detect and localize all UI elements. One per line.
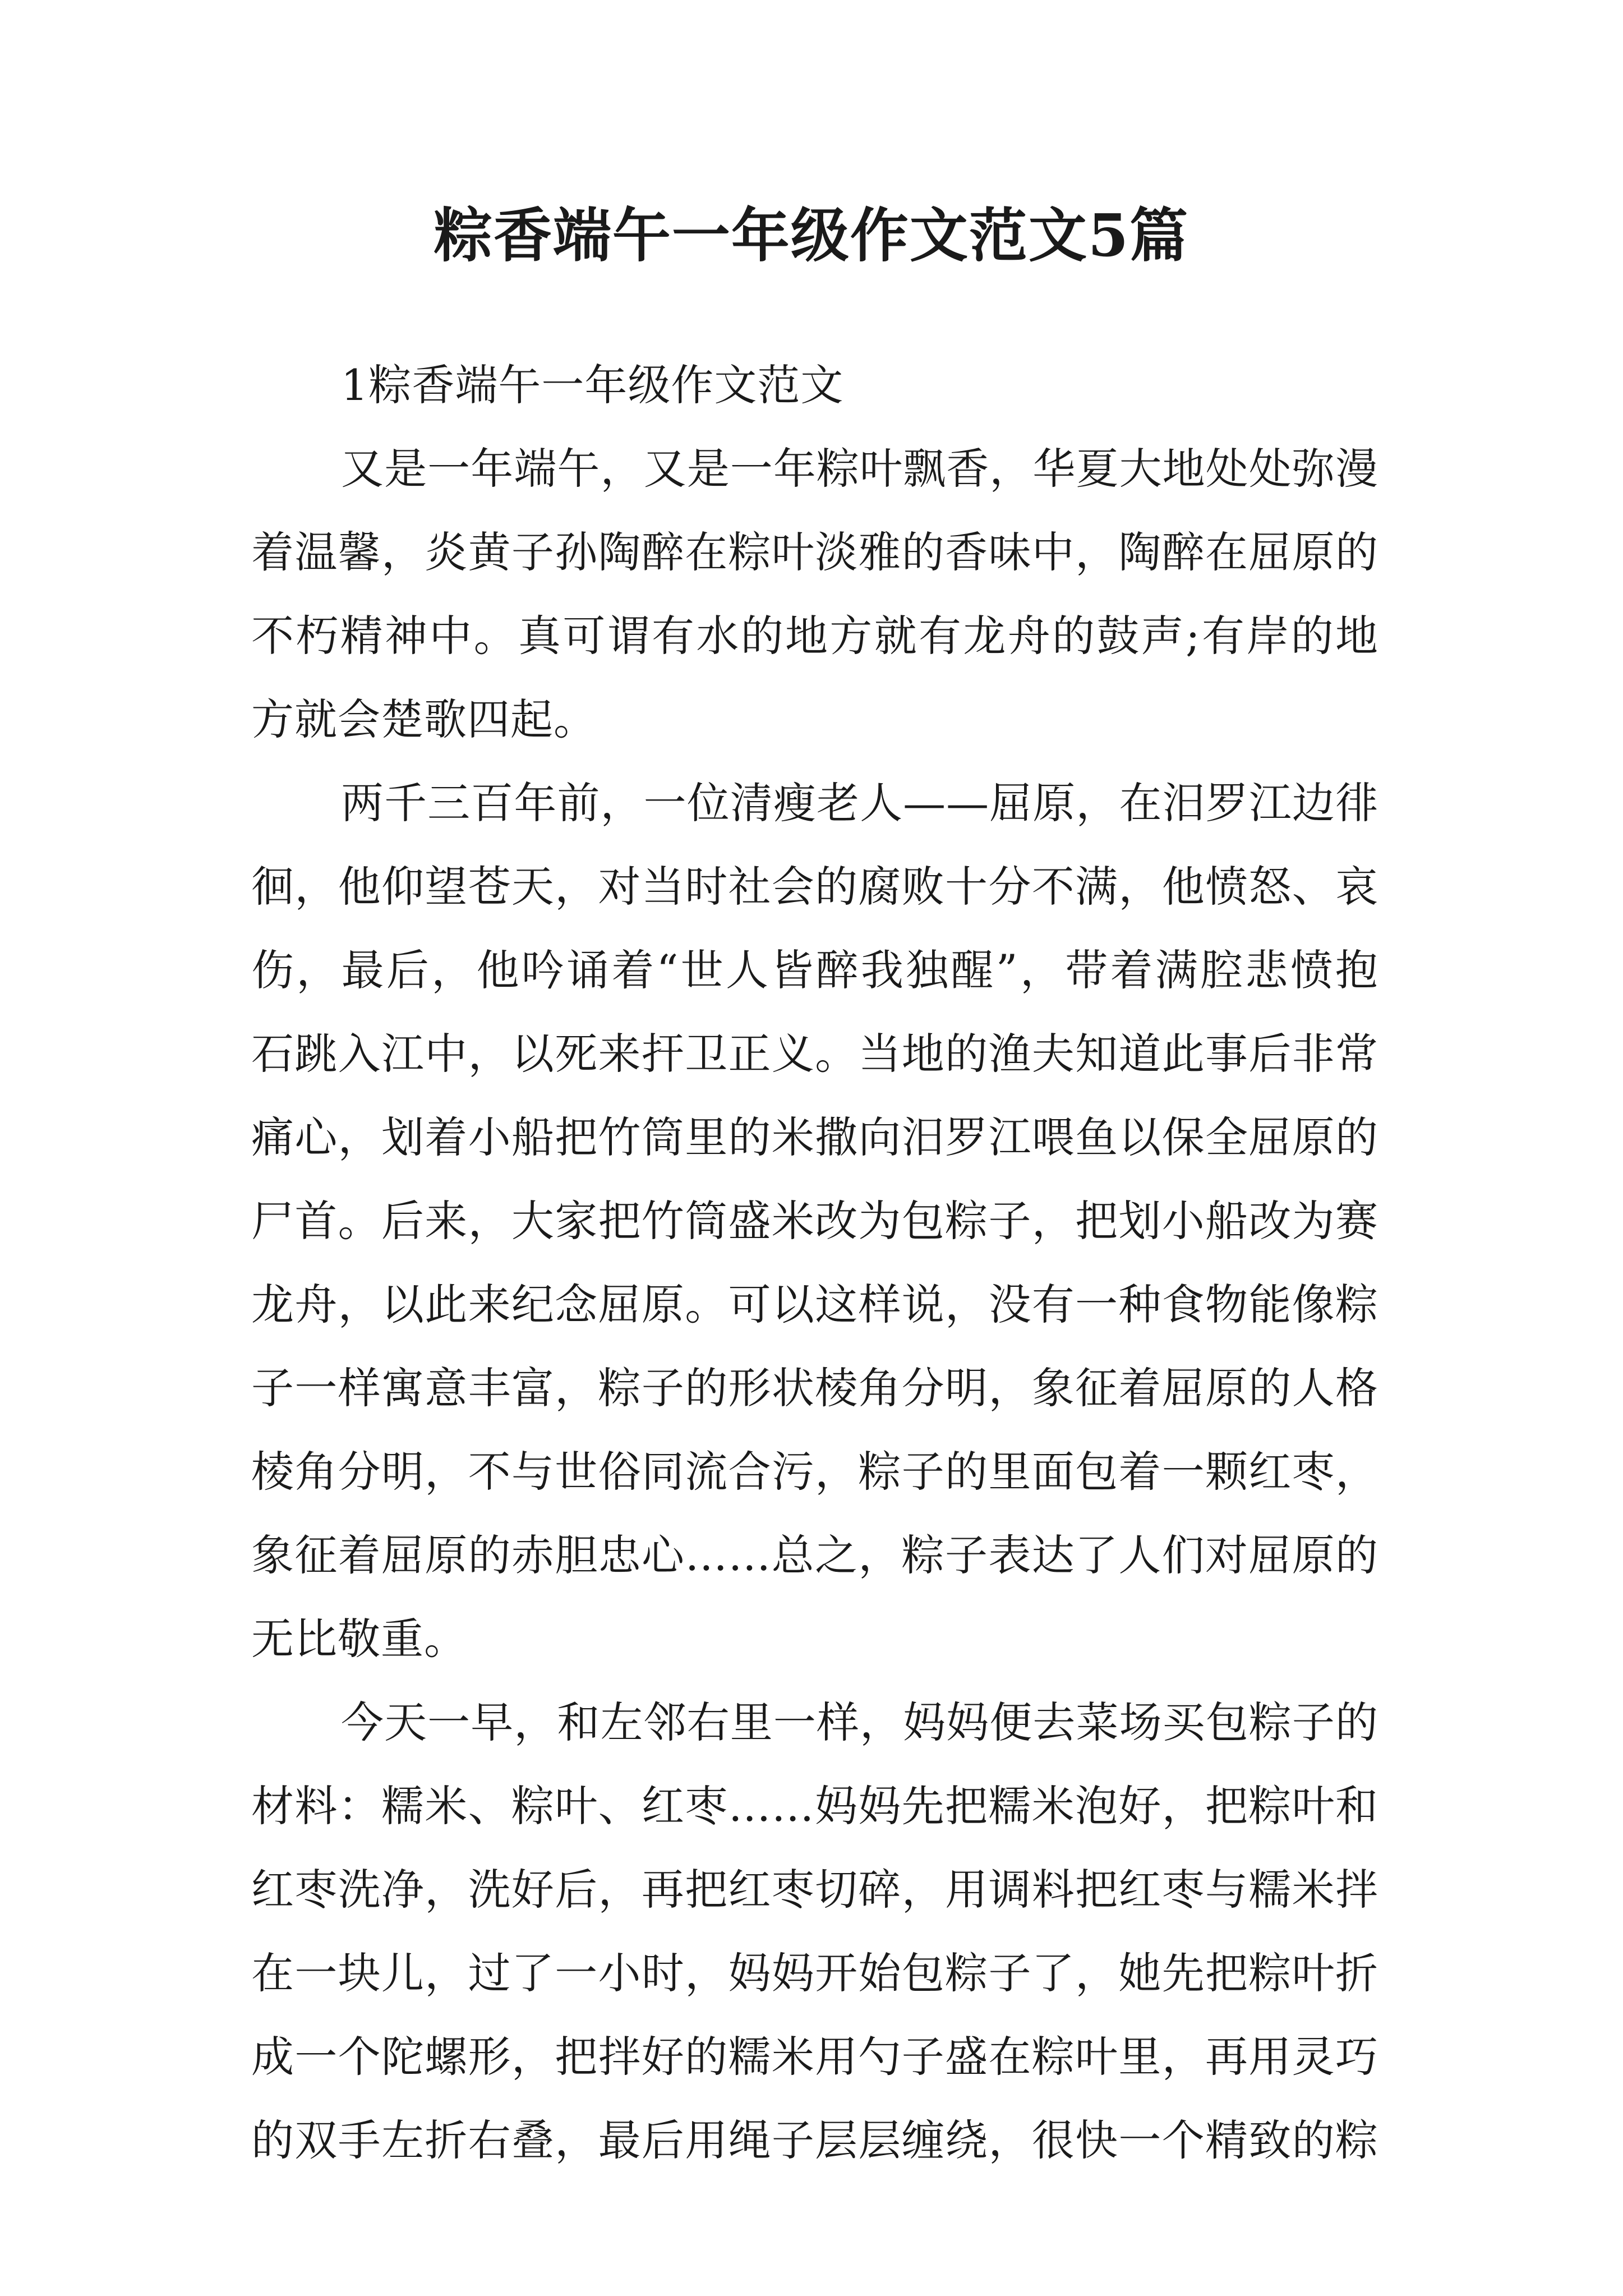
text-line: 徊，他仰望苍天，对当时社会的腐败十分不满，他愤怒、哀 [251, 862, 1378, 912]
document-title: 粽香端午一年级作文范文5篇 [434, 201, 1189, 270]
text-line: 着温馨，炎黄子孙陶醉在粽叶淡雅的香味中，陶醉在屈原的 [251, 527, 1378, 577]
document-body [251, 343, 1378, 2182]
text-line: 又是一年端午，又是一年粽叶飘香，华夏大地处处弥漫 [341, 444, 1378, 494]
text-line: 象征着屈原的赤胆忠心……总之，粽子表达了人们对屈原的 [251, 1530, 1378, 1580]
text-line: 尸首。后来，大家把竹筒盛米改为包粽子，把划小船改为赛 [251, 1196, 1378, 1246]
text-line: 棱角分明，不与世俗同流合污，粽子的里面包着一颗红枣， [251, 1447, 1378, 1497]
text-line: 在一块儿，过了一小时，妈妈开始包粽子了，她先把粽叶折 [251, 1948, 1378, 1998]
text-line: 材料：糯米、粽叶、红枣……妈妈先把糯米泡好，把粽叶和 [251, 1781, 1378, 1831]
text-line: 石跳入江中，以死来扞卫正义。当地的渔夫知道此事后非常 [251, 1029, 1378, 1079]
text-line: 今天一早，和左邻右里一样，妈妈便去菜场买包粽子的 [341, 1697, 1378, 1747]
text-line: 痛心，划着小船把竹筒里的米撒向汨罗江喂鱼以保全屈原的 [251, 1112, 1378, 1162]
text-line: 伤，最后，他吟诵着“世人皆醉我独醒”，带着满腔悲愤抱 [251, 945, 1378, 995]
text-line: 无比敬重。 [251, 1614, 467, 1664]
text-line: 两千三百年前，一位清瘦老人——屈原，在汨罗江边徘 [341, 778, 1378, 828]
text-line: 方就会楚歌四起。 [251, 694, 597, 744]
section-heading: 1粽香端午一年级作文范文 [341, 360, 844, 410]
text-line: 龙舟，以此来纪念屈原。可以这样说，没有一种食物能像粽 [251, 1280, 1378, 1329]
text-line: 红枣洗净，洗好后，再把红枣切碎，用调料把红枣与糯米拌 [251, 1865, 1378, 1915]
paragraph-lines [251, 427, 1378, 2182]
text-line: 成一个陀螺形，把拌好的糯米用勺子盛在粽叶里，再用灵巧 [251, 2032, 1378, 2082]
text-line: 不朽精神中。真可谓有水的地方就有龙舟的鼓声;有岸的地 [251, 611, 1378, 661]
text-line: 的双手左折右叠，最后用绳子层层缠绕，很快一个精致的粽 [251, 2115, 1378, 2165]
text-line: 子一样寓意丰富，粽子的形状棱角分明，象征着屈原的人格 [251, 1363, 1378, 1413]
